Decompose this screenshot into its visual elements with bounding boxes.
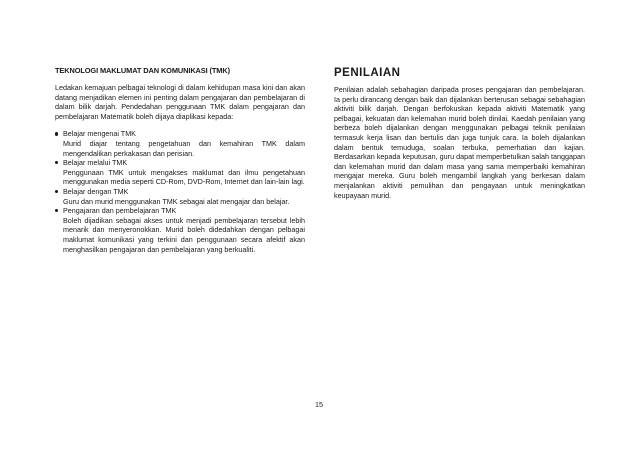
bullet-description: Murid diajar tentang pengetahuan dan kemahiran TMK dalam mengendalikan perkakasan dan perisian.	[63, 138, 305, 158]
bullet-icon	[55, 132, 58, 135]
section-heading-penilaian: PENILAIAN	[334, 67, 401, 79]
bullet-title: Belajar melalui TMK	[63, 158, 128, 168]
bullet-title: Belajar mengenai TMK	[63, 129, 136, 139]
list-item	[55, 206, 305, 254]
bullet-icon	[55, 161, 58, 164]
bullet-icon	[55, 190, 58, 193]
list-item	[55, 129, 305, 158]
tmk-bullet-list	[55, 129, 305, 254]
tmk-intro-paragraph: Ledakan kemajuan pelbagai teknologi di dalam kehidupan masa kini dan akan datang menjadikan elemen ini penting dalam pengajaran dan pembelajaran di dalam bilik darjah. Pendedahan penggunaan TMK dalam pengajaran dan pembelajaran Matematik boleh dijaya diaplikasi kepada:	[55, 83, 305, 121]
bullet-description: Boleh dijadikan sebagai akses untuk menjadi pembelajaran tersebut lebih menarik dan menyeronokkan. Murid boleh didedahkan dengan pelbagai maklumat komunikasi yang terkini dan penggunaan secara afektif akan menghasilkan pengajaran dan pembelajaran yang berkualiti.	[63, 215, 305, 254]
bullet-description: Penggunaan TMK untuk mengakses maklumat dan ilmu pengetahuan menggunakan media seperti CD-Rom, DVD-Rom, Internet dan lain-lain lagi.	[63, 167, 305, 187]
penilaian-paragraph: Penilaian adalah sebahagian daripada proses pengajaran dan pembelajaran. Ia perlu dirancang dengan baik dan dijalankan berterusan sebagai sebahagian aktiviti bilik darjah. Dengan berfokuskan kepada aktiviti Matematik yang pelbagai, kekuatan dan kelemahan murid boleh dinilai. Kaedah penilaian yang berbeza boleh dijalankan dengan menggunakan pelbagai teknik penilaian termasuk kerja lisan dan bertulis dan juga tunjuk cara. Ia boleh dijalankan dalam bentuk temuduga, soalan terbuka, pemerhatian dan kajian. Berdasarkan kepada keputusan, guru dapat memperbetulkan salah tanggapan dan kelemahan murid dan dalam masa yang sama memperbaiki kemahiran mengajar mereka. Guru boleh mengambil langkah yang berkesan dalam menjalankan aktiviti pemulihan dan pengayaan untuk meningkatkan keupayaan murid.	[334, 85, 585, 200]
bullet-title: Belajar dengan TMK	[63, 186, 129, 196]
bullet-description: Guru dan murid menggunakan TMK sebagai alat mengajar dan belajar.	[63, 196, 290, 206]
right-column	[334, 66, 585, 200]
bullet-title: Pengajaran dan pembelajaran TMK	[63, 206, 177, 216]
page-number: 15	[315, 400, 323, 409]
left-column	[55, 66, 305, 254]
bullet-icon	[55, 209, 58, 212]
section-heading-tmk: TEKNOLOGI MAKLUMAT DAN KOMUNIKASI (TMK)	[55, 66, 230, 75]
list-item	[55, 158, 305, 187]
list-item	[55, 187, 305, 206]
